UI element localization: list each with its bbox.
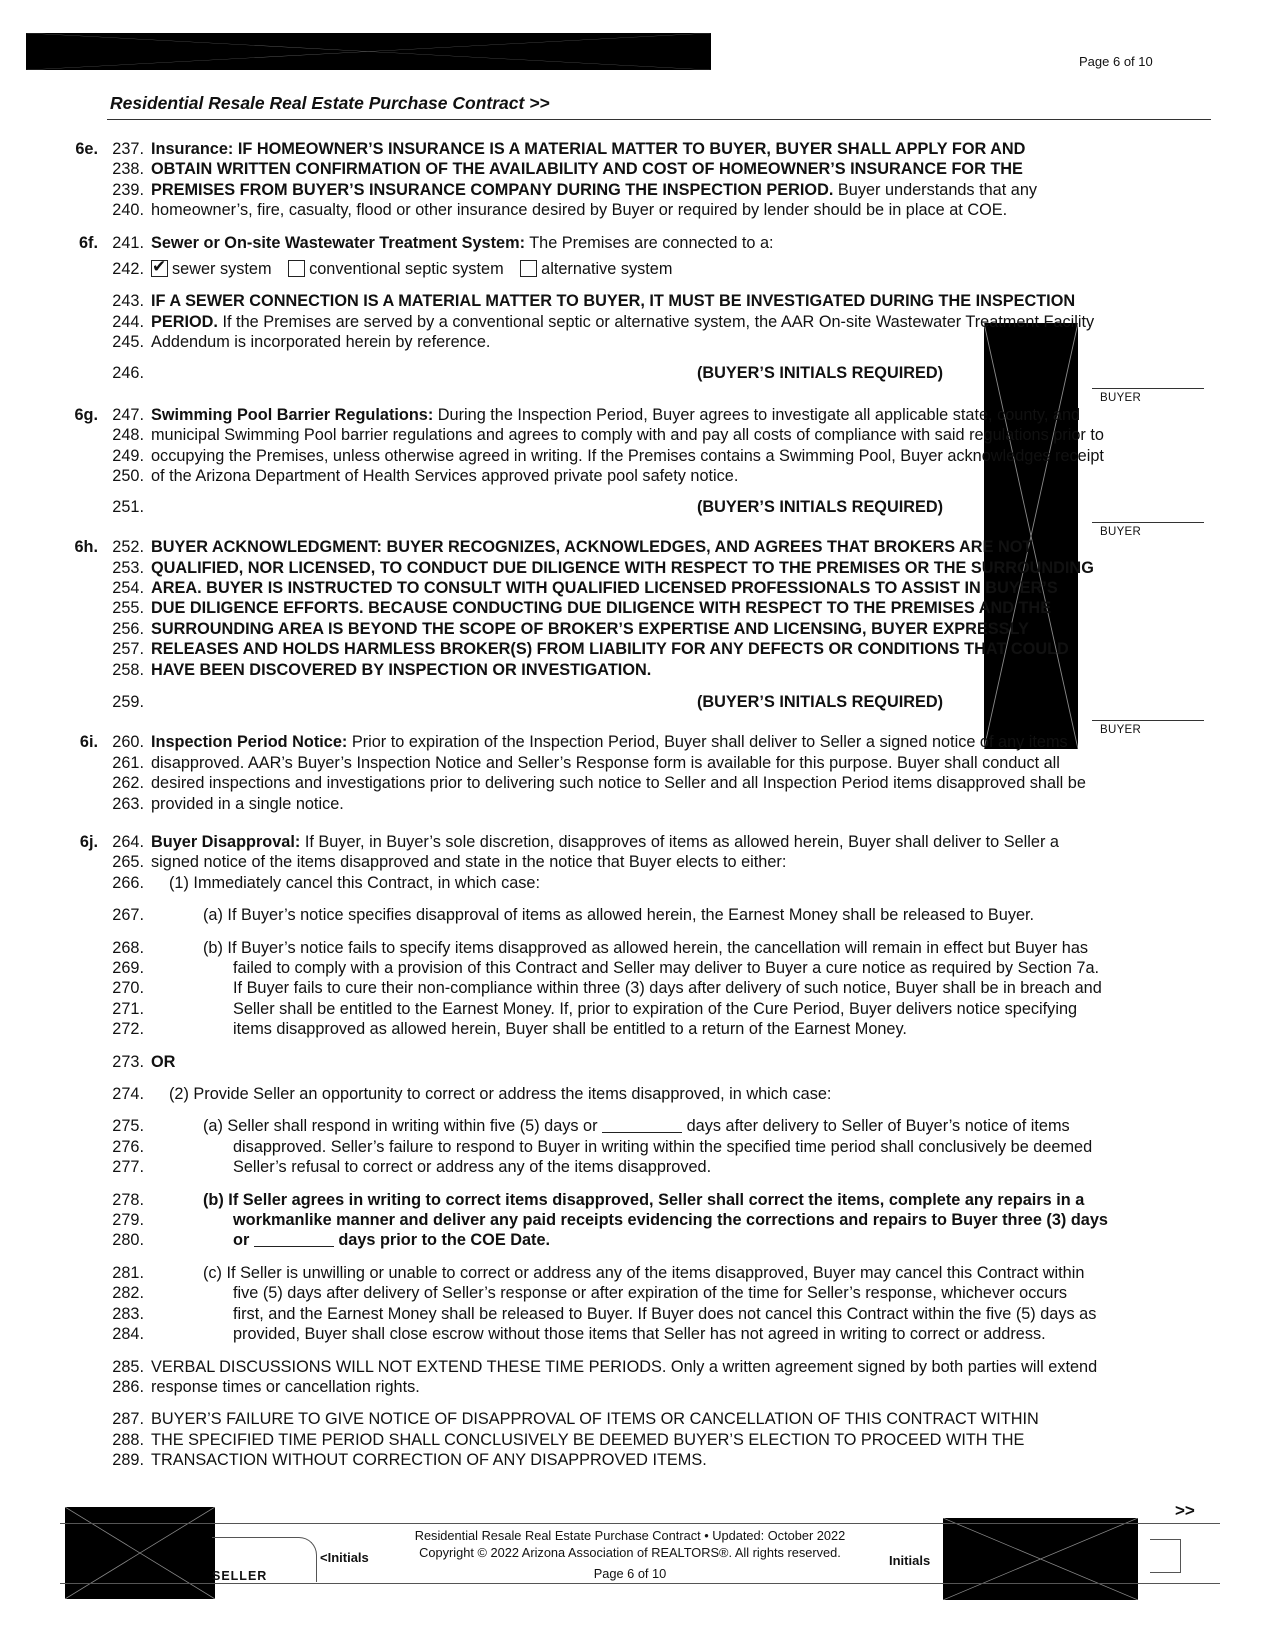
line-273: 273. OR xyxy=(112,1052,176,1071)
line-240: 240. homeowner’s, fire, casualty, flood or other insurance desired by Buyer or required by lender should be in place at COE. xyxy=(112,201,1008,220)
redaction-footer-right xyxy=(943,1518,1138,1600)
alternative-system-checkbox[interactable] xyxy=(520,260,537,277)
line-260: 6i. 260. Inspection Period Notice: Prior to expiration of the Inspection Period, Buyer shall deliver to Seller a signed notice of any items xyxy=(79,733,1068,752)
line-285: 285. VERBAL DISCUSSIONS WILL NOT EXTEND THESE TIME PERIODS. Only a written agreement signed by both parties will extend xyxy=(112,1357,1098,1376)
footer-center xyxy=(380,1527,880,1582)
line-287: 287. BUYER’S FAILURE TO GIVE NOTICE OF DISAPPROVAL OF ITEMS OR CANCELLATION OF THIS CONTRACT WITHIN xyxy=(112,1410,1039,1429)
line-266: 266. (1) Immediately cancel this Contract, in which case: xyxy=(112,873,540,892)
line-250: 250. of the Arizona Department of Health Services approved private pool safety notice. xyxy=(112,467,739,486)
contract-body xyxy=(60,139,1210,1471)
days-blank-275[interactable] xyxy=(602,1118,682,1133)
line-275: 275. (a) Seller shall respond in writing within five (5) days or days after delivery to Seller of Buyer’s notice of items xyxy=(112,1117,1070,1136)
days-blank-280[interactable] xyxy=(254,1232,334,1247)
line-274: 274. (2) Provide Seller an opportunity to correct or address the items disapproved, in which case: xyxy=(112,1085,832,1104)
buyer-label-259: BUYER xyxy=(1100,724,1142,736)
continue-arrows: >> xyxy=(1175,1501,1195,1520)
line-286: 286. response times or cancellation rights. xyxy=(112,1377,420,1396)
line-264: 6j. 264. Buyer Disapproval: If Buyer, in Buyer’s sole discretion, disapproves of items as allowed herein, Buyer shall deliver to Seller a xyxy=(79,832,1059,851)
footer-rule-top xyxy=(60,1523,1220,1524)
line-261: 261. disapproved. AAR’s Buyer’s Inspection Notice and Seller’s Response form is available for this purpose. Buyer shall conduct all xyxy=(112,753,1060,772)
line-263: 263. provided in a single notice. xyxy=(112,794,344,813)
buyer-label-246: BUYER xyxy=(1100,392,1142,404)
initials-right-label: Initials xyxy=(889,1553,931,1568)
line-249: 249. occupying the Premises, unless otherwise agreed in writing. If the Premises contains a Swimming Pool, Buyer acknowledges receipt xyxy=(112,446,1104,465)
line-247: 6g. 247. Swimming Pool Barrier Regulations: During the Inspection Period, Buyer agrees to investigate all applicable state, county, and xyxy=(74,406,1081,425)
line-238: 238. OBTAIN WRITTEN CONFIRMATION OF THE AVAILABILITY AND COST OF HOMEOWNER’S INSURANCE FOR THE xyxy=(112,160,1023,179)
line-288: 288. THE SPECIFIED TIME PERIOD SHALL CONCLUSIVELY BE DEEMED BUYER’S ELECTION TO PROCEED WITH THE xyxy=(112,1430,1025,1449)
header-rule xyxy=(107,119,1211,120)
line-284: 284. provided, Buyer shall close escrow without those items that Seller has not agreed in writing to correct or address. xyxy=(112,1325,1046,1344)
line-251-initials: 251. (BUYER’S INITIALS REQUIRED) xyxy=(112,497,944,516)
conventional-septic-option[interactable]: conventional septic system xyxy=(288,260,504,278)
line-277: 277. Seller’s refusal to correct or address any of the items disapproved. xyxy=(112,1158,712,1177)
footer-rule-bottom xyxy=(60,1583,1220,1584)
seller-label: SELLER xyxy=(212,1569,268,1583)
line-252: 6h. 252. BUYER ACKNOWLEDGMENT: BUYER RECOGNIZES, ACKNOWLEDGES, AND AGREES THAT BROKERS ARE NOT xyxy=(74,538,1033,557)
sewer-system-option[interactable]: ✔ sewer system xyxy=(151,260,272,278)
line-256: 256. SURROUNDING AREA IS BEYOND THE SCOPE OF BROKER’S EXPERTISE AND LICENSING, BUYER EXPRESSLY xyxy=(112,619,1029,638)
redaction-top xyxy=(26,33,711,70)
line-280: 280. or days prior to the COE Date. xyxy=(112,1231,551,1250)
redaction-footer-left xyxy=(65,1507,215,1599)
line-272: 272. items disapproved as allowed herein, Buyer shall be entitled to a return of the Earnest Money. xyxy=(112,1020,907,1039)
buyer-initials-line-246[interactable] xyxy=(1092,388,1204,389)
line-258: 258. HAVE BEEN DISCOVERED BY INSPECTION OR INVESTIGATION. xyxy=(112,660,652,679)
line-278: 278. (b) If Seller agrees in writing to correct items disapproved, Seller shall correct the items, complete any repairs in a xyxy=(112,1190,1085,1209)
line-269: 269. failed to comply with a provision of this Contract and Seller may deliver to Buyer a cure notice as required by Section 7a. xyxy=(112,959,1100,977)
line-279: 279. workmanlike manner and deliver any paid receipts evidencing the corrections and repairs to Buyer three (3) days xyxy=(112,1211,1108,1230)
line-257: 257. RELEASES AND HOLDS HARMLESS BROKER(S) FROM LIABILITY FOR ANY DEFECTS OR CONDITIONS THAT COULD xyxy=(112,640,1069,659)
line-281: 281. (c) If Seller is unwilling or unable to correct or address any of the items disapproved, Buyer may cancel this Contract within xyxy=(112,1263,1085,1282)
line-265: 265. signed notice of the items disapproved and state in the notice that Buyer elects to either: xyxy=(112,853,787,872)
document-header-title: Residential Resale Real Estate Purchase Contract >> xyxy=(110,93,550,113)
line-237: 6e. 237. Insurance: IF HOMEOWNER’S INSURANCE IS A MATERIAL MATTER TO BUYER, BUYER SHALL APPLY FOR AND xyxy=(75,140,1026,158)
line-268: 268. (b) If Buyer’s notice fails to specify items disapproved as allowed herein, the cancellation will remain in effect but Buyer has xyxy=(112,938,1089,957)
sewer-system-checkbox[interactable] xyxy=(151,260,168,277)
line-242: 242. ✔ sewer system conventional septic system alternative system xyxy=(60,259,1210,279)
line-270: 270. If Buyer fails to cure their non-compliance within three (3) days after delivery of such notice, Buyer shall be in breach and xyxy=(112,979,1102,998)
initials-left-label: <Initials xyxy=(320,1550,369,1565)
line-245: 245. Addendum is incorporated herein by reference. xyxy=(112,333,491,352)
line-267: 267. (a) If Buyer’s notice specifies disapproval of items as allowed herein, the Earnest Money shall be released to Buyer. xyxy=(112,906,1035,925)
line-255: 255. DUE DILIGENCE EFFORTS. BECAUSE CONDUCTING DUE DILIGENCE WITH RESPECT TO THE PREMISES AND THE xyxy=(112,599,1052,618)
alternative-system-option[interactable]: alternative system xyxy=(520,260,672,278)
conventional-septic-checkbox[interactable] xyxy=(288,260,305,277)
buyer-initials-line-259[interactable] xyxy=(1092,720,1204,721)
line-244: 244. PERIOD. If the Premises are served by a conventional septic or alternative system, the AAR On-site Wastewater Treatment Facility xyxy=(112,312,1095,331)
line-262: 262. desired inspections and investigations prior to delivering such notice to Seller and all Inspection Period items disapproved shall be xyxy=(112,774,1086,793)
buyer-initials-line-251[interactable] xyxy=(1092,522,1204,523)
line-241: 6f. 241. Sewer or On-site Wastewater Treatment System: The Premises are connected to a: xyxy=(78,233,774,252)
buyer-initials-box[interactable] xyxy=(1150,1539,1181,1573)
line-254: 254. AREA. BUYER IS INSTRUCTED TO CONSULT WITH QUALIFIED LICENSED PROFESSIONALS TO ASSIST IN BUYER’S xyxy=(112,578,1058,597)
line-243: 243. IF A SEWER CONNECTION IS A MATERIAL MATTER TO BUYER, IT MUST BE INVESTIGATED DURING THE INSPECTION xyxy=(112,292,1076,311)
line-289: 289. TRANSACTION WITHOUT CORRECTION OF ANY DISAPPROVED ITEMS. xyxy=(112,1451,707,1470)
line-276: 276. disapproved. Seller’s failure to respond to Buyer in writing within the specified time period shall conclusively be deemed xyxy=(112,1137,1093,1156)
line-259-initials: 259. (BUYER’S INITIALS REQUIRED) xyxy=(112,692,944,711)
line-282: 282. five (5) days after delivery of Seller’s response or after expiration of the time for Seller’s response, whichever occurs xyxy=(112,1284,1068,1303)
footer-page-number: Page 6 of 10 xyxy=(593,1566,667,1581)
line-271: 271. Seller shall be entitled to the Earnest Money. If, prior to expiration of the Cure Period, Buyer delivers notice specifying xyxy=(112,999,1078,1018)
page-number-top: Page 6 of 10 xyxy=(1079,54,1153,69)
line-253: 253. QUALIFIED, NOR LICENSED, TO CONDUCT DUE DILIGENCE WITH RESPECT TO THE PREMISES OR THE SURROUNDING xyxy=(112,558,1094,577)
line-283: 283. first, and the Earnest Money shall be released to Buyer. If Buyer does not cancel this Contract within the five (5) days as xyxy=(112,1304,1097,1323)
line-239: 239. PREMISES FROM BUYER’S INSURANCE COMPANY DURING THE INSPECTION PERIOD. Buyer understands that any xyxy=(112,180,1038,199)
buyer-label-251: BUYER xyxy=(1100,526,1142,538)
footer-copyright: Copyright © 2022 Arizona Association of REALTORS®. All rights reserved. xyxy=(419,1545,841,1560)
footer-title: Residential Resale Real Estate Purchase Contract • Updated: October 2022 xyxy=(414,1528,846,1543)
line-248: 248. municipal Swimming Pool barrier regulations and agrees to comply with and pay all costs of compliance with said regulations prior to xyxy=(112,426,1104,445)
line-246-initials: 246. (BUYER’S INITIALS REQUIRED) xyxy=(112,363,944,382)
